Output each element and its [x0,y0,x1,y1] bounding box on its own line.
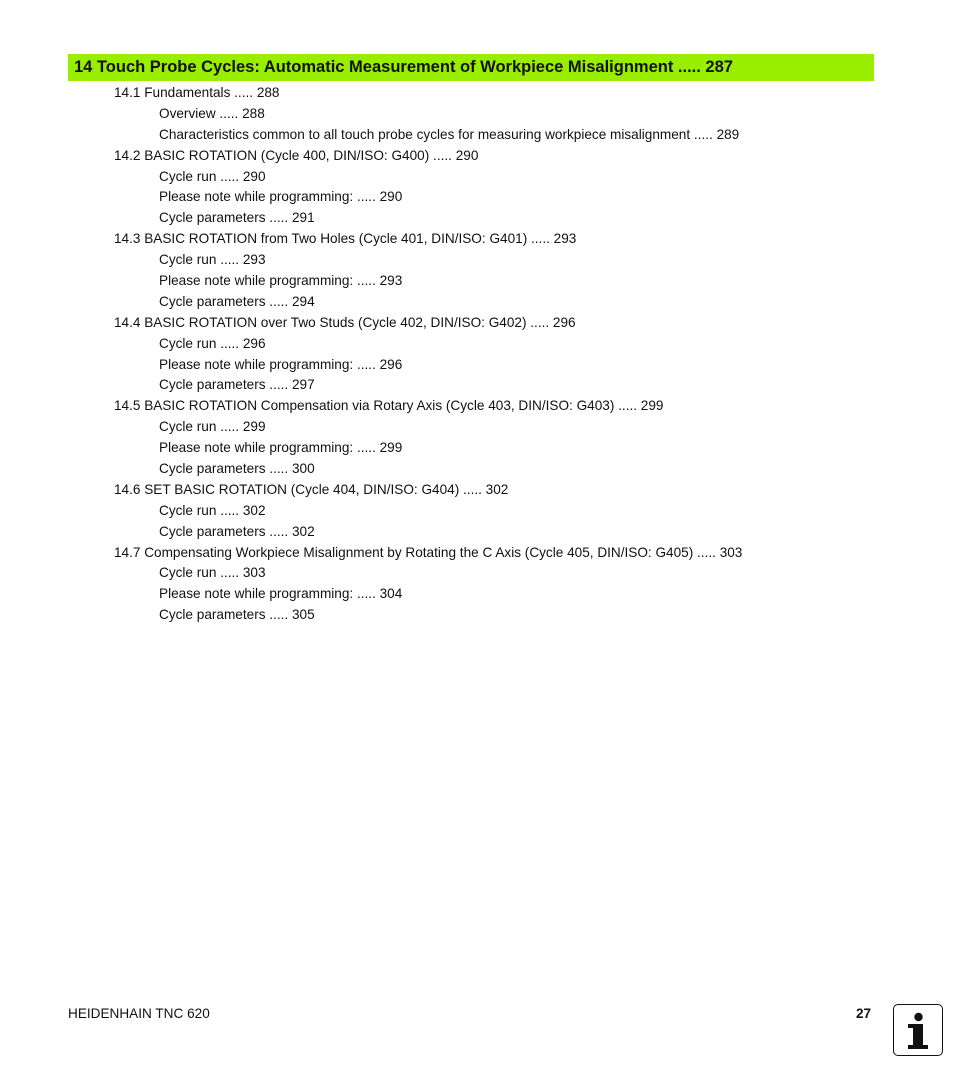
toc-subsection-entry[interactable]: Cycle parameters ..... 305 [159,607,315,623]
toc-section-entry[interactable]: 14.3 BASIC ROTATION from Two Holes (Cycle 401, DIN/ISO: G401) ..... 293 [114,231,577,247]
toc-section-entry[interactable]: 14.7 Compensating Workpiece Misalignment by Rotating the C Axis (Cycle 405, DIN/ISO: G405) ..... 303 [114,544,743,560]
info-icon [893,1004,943,1056]
toc-section-entry[interactable]: 14.5 BASIC ROTATION Compensation via Rotary Axis (Cycle 403, DIN/ISO: G403) ..... 299 [114,398,664,414]
toc-subsection-entry[interactable]: Cycle parameters ..... 297 [159,377,315,393]
toc-subsection-entry[interactable]: Cycle parameters ..... 300 [159,461,315,477]
toc-subsection-entry[interactable]: Cycle run ..... 296 [159,335,266,351]
toc-section-entry[interactable]: 14.1 Fundamentals ..... 288 [114,85,280,100]
toc-subsection-entry[interactable]: Cycle run ..... 299 [159,419,266,435]
toc-section-entry[interactable]: 14.2 BASIC ROTATION (Cycle 400, DIN/ISO: G400) ..... 290 [114,147,479,163]
toc-subsection-entry[interactable]: Overview ..... 288 [159,105,265,121]
toc-subsection-entry[interactable]: Please note while programming: ..... 293 [159,273,403,289]
toc-subsection-entry[interactable]: Please note while programming: ..... 299 [159,440,403,456]
toc-subsection-entry[interactable]: Cycle parameters ..... 302 [159,523,315,539]
toc-section-entry[interactable]: 14.6 SET BASIC ROTATION (Cycle 404, DIN/ISO: G404) ..... 302 [114,481,509,497]
table-of-contents [0,83,954,626]
toc-subsection-entry[interactable]: Please note while programming: ..... 296 [159,356,403,372]
toc-subsection-entry[interactable]: Cycle run ..... 290 [159,168,266,184]
toc-subsection-entry[interactable]: Cycle run ..... 302 [159,502,266,518]
chapter-title-banner: 14 Touch Probe Cycles: Automatic Measurement of Workpiece Misalignment ..... 287 [68,54,874,81]
toc-subsection-entry[interactable]: Cycle parameters ..... 294 [159,293,315,309]
toc-subsection-entry[interactable]: Please note while programming: ..... 290 [159,189,403,205]
toc-section-entry[interactable]: 14.4 BASIC ROTATION over Two Studs (Cycle 402, DIN/ISO: G402) ..... 296 [114,314,576,330]
toc-subsection-entry[interactable]: Cycle parameters ..... 291 [159,210,315,226]
toc-subsection-entry[interactable]: Please note while programming: ..... 304 [159,586,403,602]
page-number: 27 [856,1006,872,1021]
toc-subsection-entry[interactable]: Cycle run ..... 303 [159,565,266,581]
footer-product-name: HEIDENHAIN TNC 620 [68,1006,210,1021]
toc-subsection-entry[interactable]: Cycle run ..... 293 [159,252,266,268]
toc-subsection-entry[interactable]: Characteristics common to all touch probe cycles for measuring workpiece misalignment ..... 289 [159,126,740,142]
